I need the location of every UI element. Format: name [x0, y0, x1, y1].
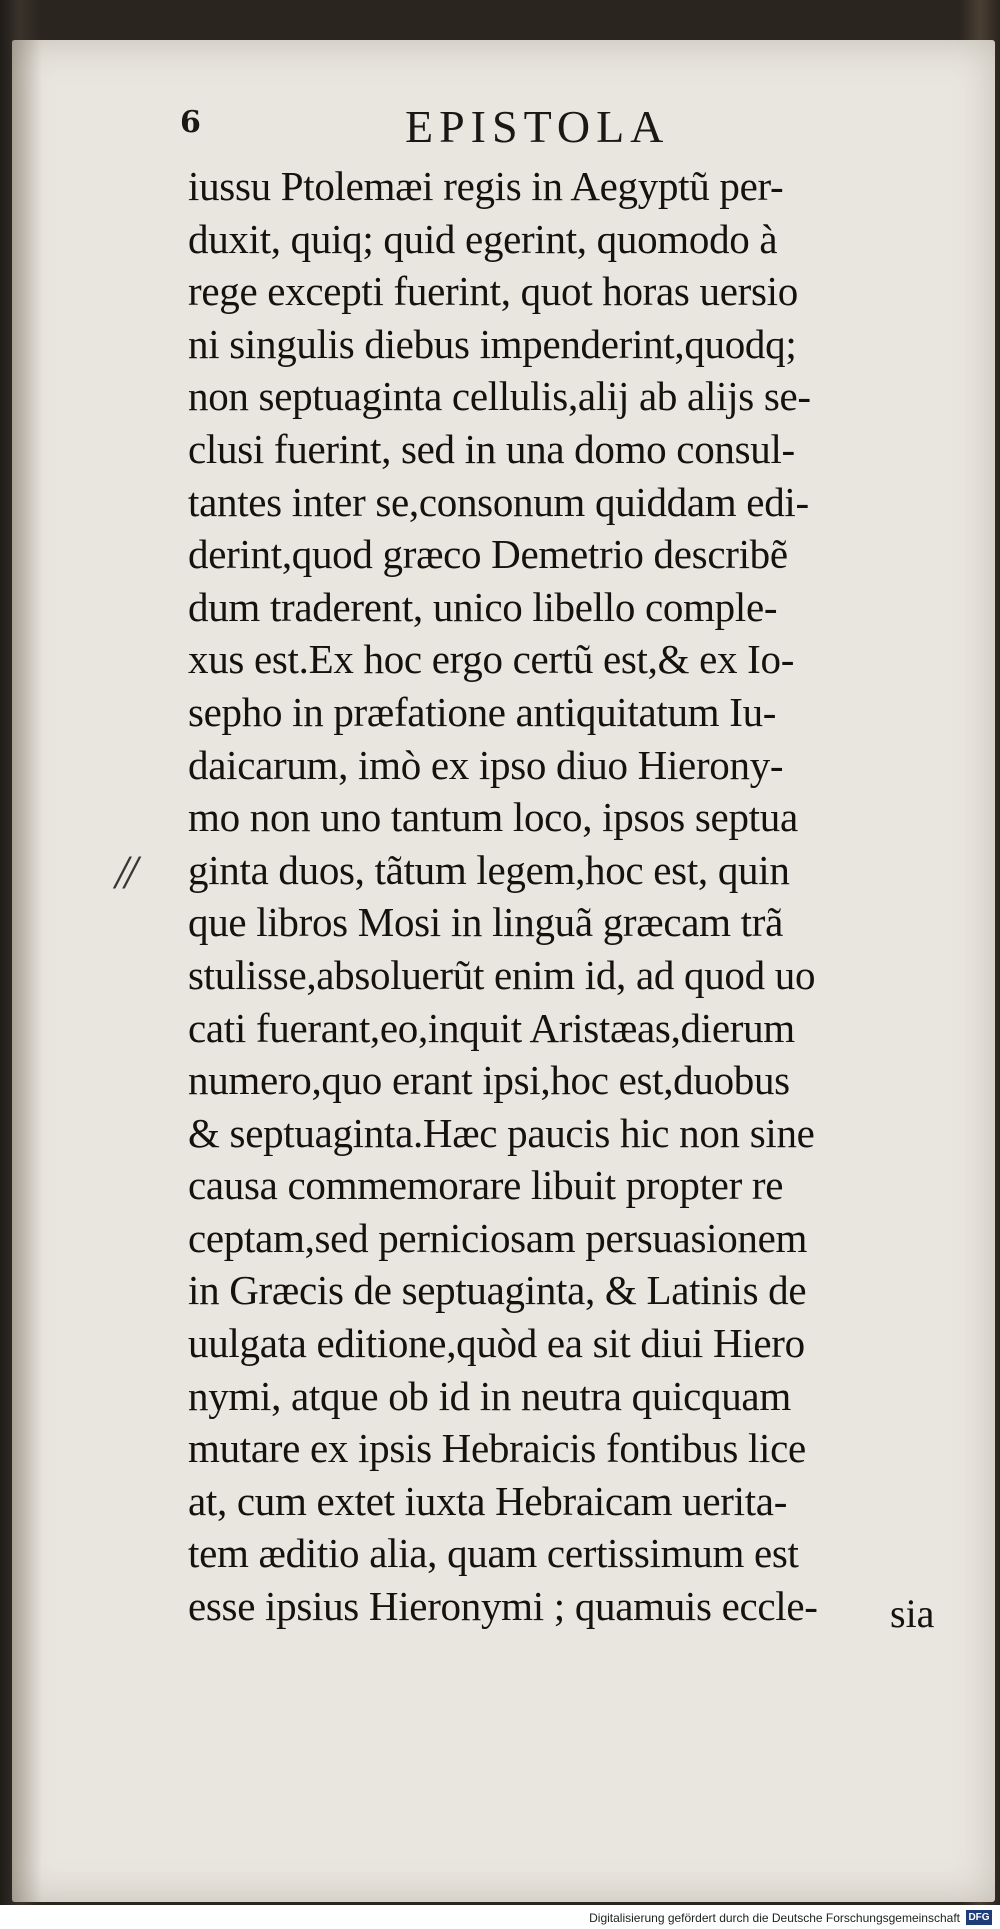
- text-line: rege excepti fuerint, quot horas uersio: [188, 268, 798, 315]
- text-line: ceptam,sed perniciosam persuasionem: [188, 1214, 808, 1261]
- text-line: stulisse,absoluerũt enim id, ad quod uo: [188, 951, 816, 998]
- text-line: causa commemorare libuit propter re: [188, 1162, 784, 1209]
- text-line: numero,quo erant ipsi,hoc est,duobus: [188, 1057, 790, 1104]
- catchword: sia: [890, 1591, 935, 1636]
- running-head: EPISTOLA: [405, 101, 670, 152]
- text-line: esse ipsius Hieronymi ; quamuis eccle-: [188, 1583, 818, 1630]
- text-line: iussu Ptolemæi regis in Aegyptũ per-: [188, 163, 784, 209]
- text-line: dum traderent, unico libello comple-: [188, 583, 778, 630]
- footer-bar: [0, 1905, 1000, 1929]
- text-line: nymi, atque ob id in neutra quicquam: [188, 1372, 791, 1419]
- text-line: ginta duos, tãtum legem,hoc est, quin: [188, 846, 790, 893]
- page-number: 6: [180, 105, 201, 140]
- text-line: at, cum extet iuxta Hebraicam uerita-: [188, 1477, 788, 1524]
- text-line: duxit, quiq; quid egerint, quomodo à: [188, 215, 778, 262]
- text-line: sepho in præfatione antiquitatum Iu-: [188, 688, 777, 735]
- text-line: & septuaginta.Hæc paucis hic non sine: [188, 1109, 815, 1156]
- text-block: [188, 160, 940, 1633]
- text-line: xus est.Ex hoc ergo certũ est,& ex Io-: [188, 636, 795, 683]
- text-line: ni singulis diebus impenderint,quodq;: [188, 320, 797, 367]
- text-line: que libros Mosi in linguã græcam trã: [188, 899, 783, 946]
- text-line: tem æditio alia, quam certissimum est: [188, 1530, 799, 1577]
- text-line: cati fuerant,eo,inquit Aristæas,dierum: [188, 1004, 795, 1051]
- text-line: in Græcis de septuaginta, & Latinis de: [188, 1267, 807, 1314]
- text-line: non septuaginta cellulis,alij ab alijs se-: [188, 373, 811, 420]
- text-line: mutare ex ipsis Hebraicis fontibus lice: [188, 1425, 806, 1472]
- text-line: clusi fuerint, sed in una domo consul-: [188, 425, 795, 472]
- text-line: uulgata editione,quòd ea sit diui Hiero: [188, 1320, 805, 1367]
- text-line: daicarum, imò ex ipso diuo Hierony-: [188, 741, 784, 788]
- funding-credit: Digitalisierung gefördert durch die Deutsche Forschungsgemeinschaft: [589, 1911, 960, 1925]
- marginal-annotation: //: [115, 846, 134, 899]
- text-line: mo non uno tantum loco, ipsos septua: [188, 794, 798, 841]
- text-line: tantes inter se,consonum quiddam edi-: [188, 478, 809, 525]
- text-line: derint,quod græco Demetrio describẽ: [188, 531, 788, 578]
- dfg-logo-icon: DFG: [966, 1910, 992, 1925]
